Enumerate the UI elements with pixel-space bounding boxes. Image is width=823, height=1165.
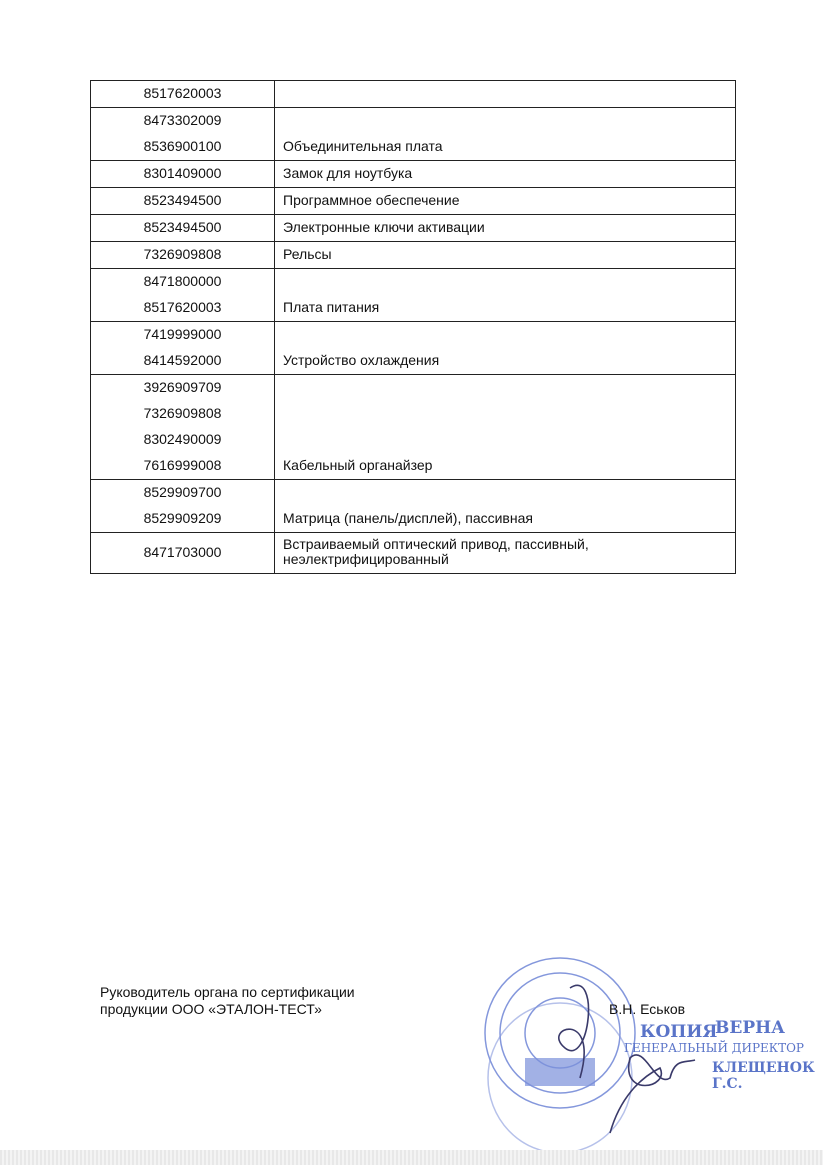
table-row: [91, 322, 736, 375]
description-line: неэлектрифицированный: [283, 551, 449, 567]
copy-stamp-line1b: ВЕРНА: [715, 1018, 786, 1038]
hs-code: 8523494500: [143, 192, 222, 208]
hs-code: 8471703000: [143, 544, 222, 560]
hs-code: 8517620003: [143, 299, 222, 315]
hs-code: 8473302009: [143, 112, 222, 128]
description-cell: [275, 375, 736, 480]
codes-table: [90, 80, 736, 574]
description-cell: [275, 480, 736, 533]
table-row: [91, 188, 736, 215]
hs-code: 8529909700: [143, 484, 222, 500]
hs-code: 8523494500: [143, 219, 222, 235]
hs-code-cell: [91, 81, 275, 108]
hs-code-cell: [91, 161, 275, 188]
table-row: [91, 480, 736, 533]
hs-code: 8536900100: [143, 138, 222, 154]
description-cell: [275, 533, 736, 574]
hs-code: 7326909808: [143, 405, 222, 421]
hs-code: 7419999000: [143, 326, 222, 342]
hs-code: 8414592000: [143, 352, 222, 368]
hs-code: 7616999008: [143, 457, 222, 473]
hs-code: 8517620003: [143, 85, 222, 101]
description-cell: [275, 269, 736, 322]
table-row: [91, 215, 736, 242]
hs-code-cell: [91, 215, 275, 242]
copy-stamp-line3: КЛЕЩЕНОК Г.С.: [712, 1060, 815, 1092]
description: Электронные ключи активации: [283, 219, 485, 235]
hs-code-cell: [91, 242, 275, 269]
hs-code-cell: [91, 375, 275, 480]
description: Кабельный органайзер: [283, 457, 433, 473]
hs-code-cell: [91, 480, 275, 533]
hs-code-cell: [91, 108, 275, 161]
description-cell: [275, 215, 736, 242]
hs-code: 8529909209: [143, 510, 222, 526]
hs-code-cell: [91, 188, 275, 215]
table-row: [91, 533, 736, 574]
description-cell: [275, 161, 736, 188]
scan-edge: [0, 1150, 823, 1165]
hs-code: 8302490009: [143, 431, 222, 447]
hs-code: 3926909709: [143, 379, 222, 395]
table-row: [91, 269, 736, 322]
description: Объединительная плата: [283, 138, 443, 154]
table-row: [91, 242, 736, 269]
table-row: [91, 161, 736, 188]
description: Замок для ноутбука: [283, 165, 413, 181]
hs-code: 8301409000: [143, 165, 222, 181]
description: Программное обеспечение: [283, 192, 460, 208]
signatory-name: В.Н. Еськов: [609, 1001, 686, 1017]
hs-code-cell: [91, 322, 275, 375]
description: Устройство охлаждения: [283, 352, 440, 368]
table-row: [91, 108, 736, 161]
description-cell: [275, 188, 736, 215]
table-row: [91, 81, 736, 108]
copy-stamp-line2: ГЕНЕРАЛЬНЫЙ ДИРЕКТОР: [624, 1041, 804, 1055]
copy-stamp-line1a: КОПИЯ: [640, 1022, 718, 1042]
description-cell: [275, 108, 736, 161]
table-row: [91, 375, 736, 480]
signatory-title-line2: продукции ООО «ЭТАЛОН-ТЕСТ»: [100, 1001, 322, 1017]
description: Рельсы: [283, 246, 332, 262]
hs-code: 8471800000: [143, 273, 222, 289]
hs-code: 7326909808: [143, 246, 222, 262]
signatory-title: [100, 984, 355, 1018]
description: [283, 81, 735, 107]
description-cell: [275, 322, 736, 375]
description-line: Встраиваемый оптический привод, пассивный,: [283, 536, 589, 552]
hs-code-cell: [91, 269, 275, 322]
description: Плата питания: [283, 299, 380, 315]
description-cell: [275, 242, 736, 269]
description: Матрица (панель/дисплей), пассивная: [283, 510, 533, 526]
signatory-title-line1: Руководитель органа по сертификации: [100, 984, 355, 1000]
hs-code-cell: [91, 533, 275, 574]
description-cell: [275, 81, 736, 108]
